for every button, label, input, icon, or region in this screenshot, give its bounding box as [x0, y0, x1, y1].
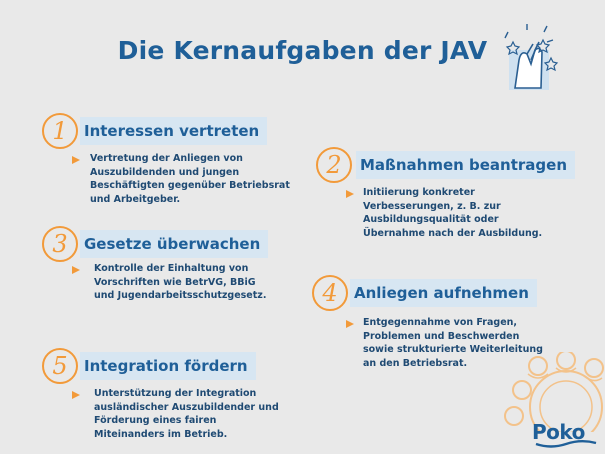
logo-wave-icon [535, 440, 597, 448]
task-heading-2: Maßnahmen beantragen [356, 151, 575, 179]
number-badge-3: 3 [42, 226, 78, 262]
arrow-icon [72, 266, 80, 274]
task-text-5: Unterstützung der Integration ausländischer Auszubildender und Förderung eines fairen Miteinanders im Betrieb. [94, 388, 279, 440]
task-text-1: Vertretung der Anliegen von Auszubildenden und jungen Beschäftigten gegenüber Betriebsrat und Arbeitgeber. [90, 153, 290, 205]
task-text-3: Kontrolle der Einhaltung von Vorschriften wie BetrVG, BBiG und Jugendarbeitsschutzgesetz. [94, 263, 267, 302]
number-badge-5: 5 [42, 348, 78, 384]
poko-logo: Poko [532, 420, 585, 444]
number-badge-4: 4 [312, 275, 348, 311]
number-badge-1: 1 [42, 113, 78, 149]
high-five-icon [497, 20, 559, 92]
arrow-icon [72, 156, 80, 164]
number-badge-2: 2 [316, 147, 352, 183]
task-heading-5: Integration fördern [80, 352, 256, 380]
arrow-icon [346, 320, 354, 328]
page-title: Die Kernaufgaben der JAV [117, 36, 488, 65]
task-text-2: Initiierung konkreter Verbesserungen, z. B. zur Ausbildungsqualität oder Übernahme nach der Ausbildung. [363, 187, 543, 239]
task-heading-4: Anliegen aufnehmen [350, 279, 537, 307]
arrow-icon [72, 391, 80, 399]
task-text-4: Entgegennahme von Fragen, Problemen und Beschwerden sowie strukturierte Weiterleitung an den Betriebsrat. [363, 317, 543, 369]
task-heading-1: Interessen vertreten [80, 117, 267, 145]
arrow-icon [346, 190, 354, 198]
task-heading-3: Gesetze überwachen [80, 230, 268, 258]
